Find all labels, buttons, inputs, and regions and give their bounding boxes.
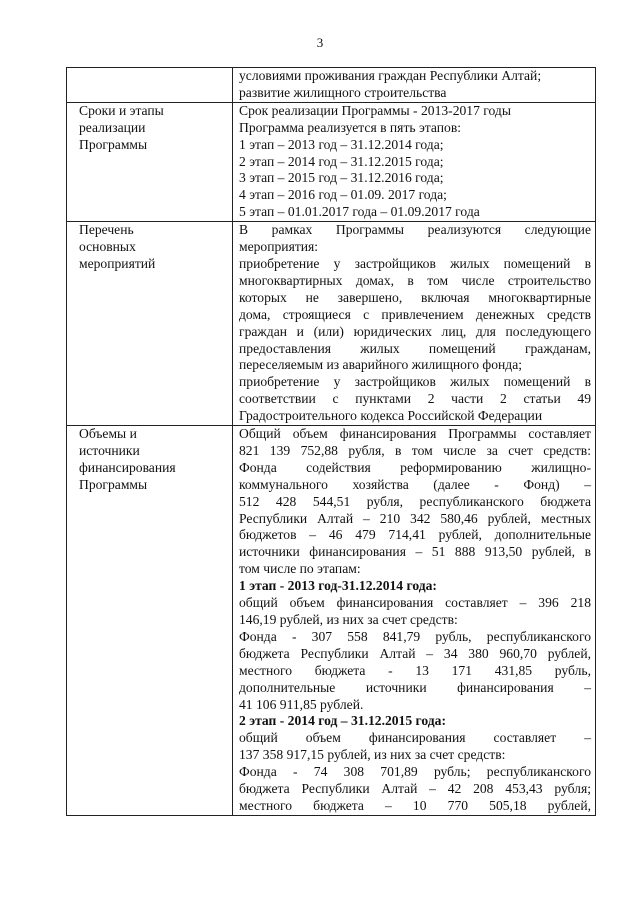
table-row — [67, 222, 596, 426]
row-label-line: мероприятий — [79, 255, 156, 271]
content-line: 4 этап – 2016 год – 01.09. 2017 года; — [239, 187, 447, 203]
content-line: источники финансирования – 51 888 913,50 рублей, в — [239, 544, 591, 560]
row-label-line: финансирования — [79, 459, 176, 475]
content-line: предоставления жилых помещений гражданам, — [239, 340, 591, 356]
row-label-line: Программы — [79, 136, 148, 152]
content-line: 2 этап – 2014 год – 31.12.2015 года; — [239, 153, 444, 169]
row-label-line: Объемы и — [79, 426, 137, 442]
content-line: 1 этап - 2013 год-31.12.2014 года: — [239, 578, 437, 594]
table-row — [67, 68, 596, 103]
content-line: бюджета Республики Алтай – 34 380 960,70 рублей, — [239, 645, 591, 661]
row-label-line: основных — [79, 239, 136, 255]
content-line: соответствии с пунктами 2 части 2 статьи 49 — [239, 391, 591, 407]
content-line: 1 этап – 2013 год – 31.12.2014 года; — [239, 136, 444, 152]
content-line: Фонда - 307 558 841,79 рубль, республиканского — [239, 628, 591, 644]
content-line: бюджетов – 46 479 714,41 рублей, дополнительные — [239, 527, 591, 543]
content-line: Общий объем финансирования Программы составляет — [239, 426, 591, 442]
content-line: 41 106 911,85 рублей. — [239, 696, 364, 712]
row-label-line: источники — [79, 442, 140, 458]
row-label-cell — [67, 222, 233, 426]
row-label-line: реализации — [79, 119, 146, 135]
content-line: развитие жилищного строительства — [239, 84, 447, 100]
content-line: бюджета Республики Алтай – 42 208 453,43 рубля; — [239, 781, 591, 797]
row-content-cell — [233, 426, 596, 816]
table-row — [67, 426, 596, 816]
page-number: 3 — [316, 35, 324, 50]
row-content-cell — [233, 68, 596, 103]
content-line: граждан и (или) юридических лиц, для последующего — [239, 323, 591, 339]
row-label-cell — [67, 68, 233, 103]
content-line: которых не завершено, включая многоквартирные — [239, 289, 591, 305]
content-line: Программа реализуется в пять этапов: — [239, 119, 462, 135]
row-content-cell — [233, 102, 596, 221]
content-line: приобретение у застройщиков жилых помещений в — [239, 374, 591, 390]
content-line: общий объем финансирования составляет – — [239, 730, 591, 746]
content-line: мероприятия: — [239, 239, 319, 255]
content-line: 2 этап - 2014 год – 31.12.2015 года: — [239, 713, 446, 729]
row-label-cell — [67, 426, 233, 816]
content-line: условиями проживания граждан Республики Алтай; — [239, 68, 542, 83]
content-line: переселяемым из аварийного жилищного фонда; — [239, 357, 523, 373]
content-line: том числе по этапам: — [239, 561, 361, 577]
content-line: многоквартирных домах, в том числе строительство — [239, 272, 591, 288]
content-line: 146,19 рублей, из них за счет средств: — [239, 612, 458, 627]
content-line: 5 этап – 01.01.2017 года – 01.09.2017 года — [239, 204, 480, 220]
content-line: дома, строящиеся с привлечением денежных средств — [239, 306, 591, 322]
content-line: 821 139 752,88 рубля, в том числе за счет средств: — [239, 442, 591, 458]
row-label-cell — [67, 102, 233, 221]
content-line: дополнительные источники финансирования – — [239, 679, 591, 695]
table-row — [67, 102, 596, 221]
content-line: приобретение у застройщиков жилых помещений в — [239, 255, 591, 271]
content-line: В рамках Программы реализуются следующие — [239, 222, 591, 238]
row-label-line: Сроки и этапы — [79, 102, 164, 118]
content-line: Республики Алтай – 210 342 580,46 рублей, местных — [239, 510, 591, 526]
content-line: 512 428 544,51 рубля, республиканского бюджета — [239, 493, 591, 509]
row-label-line: Программы — [79, 476, 148, 492]
content-line: местного бюджета - 13 171 431,85 рубль, — [239, 662, 591, 678]
row-label-line: Перечень — [79, 222, 134, 238]
content-line: местного бюджета – 10 770 505,18 рублей, — [239, 797, 591, 813]
row-content-cell — [233, 222, 596, 426]
content-line: Срок реализации Программы - 2013-2017 годы — [239, 102, 511, 118]
content-line: Градостроительного кодекса Российской Федерации — [239, 408, 543, 424]
content-line: Фонда содействия реформированию жилищно- — [239, 459, 591, 475]
content-line: общий объем финансирования составляет – 396 218 — [239, 595, 591, 611]
program-passport-table — [66, 67, 596, 816]
content-line: коммунального хозяйства (далее - Фонд) – — [239, 476, 591, 492]
content-line: 137 358 917,15 рублей, из них за счет средств: — [239, 747, 506, 763]
content-line: Фонда - 74 308 701,89 рубль; республиканского — [239, 764, 591, 780]
content-line: 3 этап – 2015 год – 31.12.2016 года; — [239, 170, 444, 186]
